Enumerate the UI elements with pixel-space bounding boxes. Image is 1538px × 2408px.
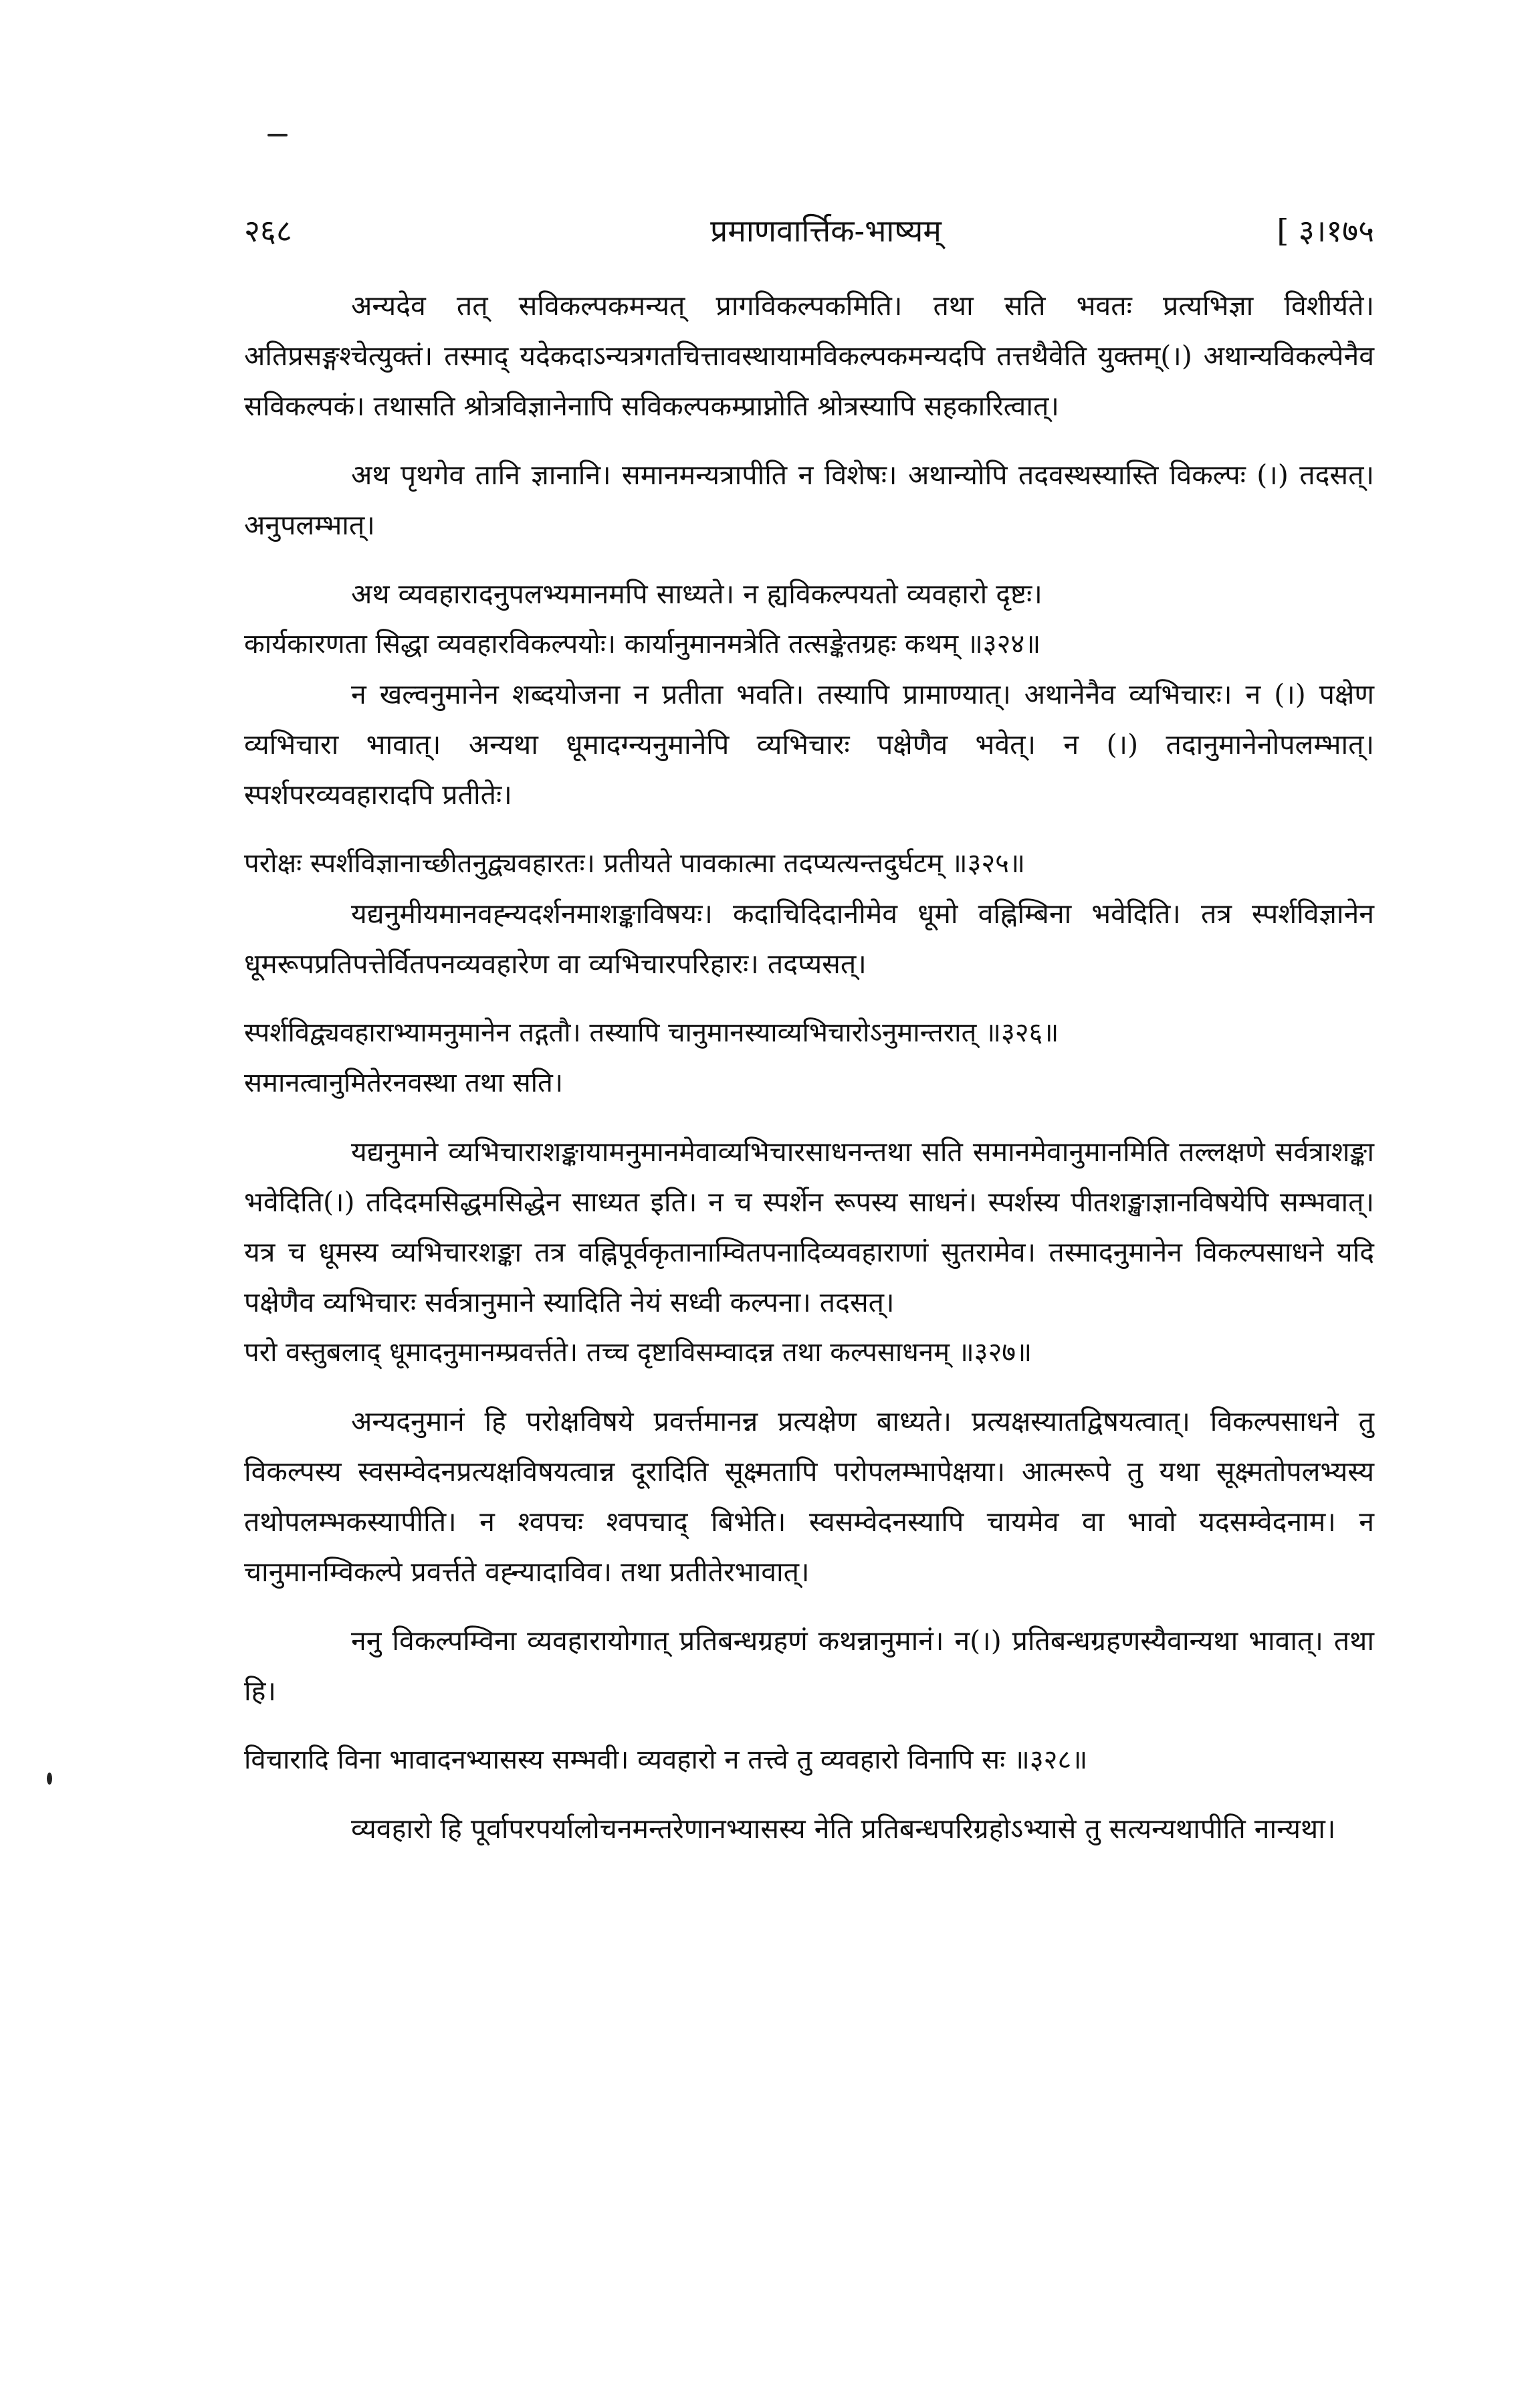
verse-324: कार्यकारणता सिद्धा व्यवहारविकल्पयोः। कार्यानुमानमत्रेति तत्सङ्केतग्रहः कथम् ॥३२४॥ [244, 629, 1041, 660]
commentary-paragraph: यद्यनुमाने व्यभिचाराशङ्कायामनुमानमेवाव्यभिचारसाधनन्तथा सति समानमेवानुमानमिति तल्लक्षणे सर्वत्राशङ्का भवेदिति(।) तदिदमसिद्धमसिद्धेन साध्यत इति। न च स्पर्शेन रूपस्य साधनं। स्पर्शस्य पीतशङ्खाज्ञानविषयेपि सम्भवात्। यत्र च धूमस्य व्यभिचारशङ्का तत्र वह्निपूर्वकृतानाम्वितपनादिव्यवहाराणां सुतरामेव। तस्मादनुमानेन विकल्पसाधने यदि पक्षेणैव व्यभिचारः सर्वत्रानुमाने स्यादिति नेयं सध्वी कल्पना। तदसत्। [244, 1136, 1374, 1318]
commentary-paragraph: अन्यदेव तत् सविकल्पकमन्यत् प्रागविकल्पकमिति। तथा सति भवतः प्रत्यभिज्ञा विशीर्यते। अतिप्रसङ्गश्चेत्युक्तं। तस्माद् यदेकदाऽन्यत्रगतचित्तावस्थायामविकल्पकमन्यदपि तत्तथैवेति युक्तम्(।) अथान्यविकल्पेनैव सविकल्पकं। तथासति श्रोत्रविज्ञानेनापि सविकल्पकम्प्राप्नोति श्रोत्रस्यापि सहकारित्वात्। [244, 290, 1374, 422]
section-reference: [ ३।१७५ [1277, 213, 1374, 249]
commentary-paragraph: यद्यनुमीयमानवह्न्यदर्शनमाशङ्काविषयः। कदाचिदिदानीमेव धूमो वह्निम्बिना भवेदिति। तत्र स्पर्शविज्ञानेन धूमरूपप्रतिपत्तेर्वितपनव्यवहारेण वा व्यभिचारपरिहारः। तदप्यसत्। [244, 898, 1374, 980]
verse-328: विचारादि विना भावादनभ्यासस्य सम्भवी। व्यवहारो न तत्त्वे तु व्यवहारो विनापि सः ॥३२८॥ [244, 1744, 1088, 1775]
commentary-paragraph: अन्यदनुमानं हि परोक्षविषये प्रवर्त्तमानन्न प्रत्यक्षेण बाध्यते। प्रत्यक्षस्यातद्विषयत्वात्। विकल्पसाधने तु विकल्पस्य स्वसम्वेदनप्रत्यक्षविषयत्वान्न दूरादिति सूक्ष्मतापि परोपलम्भापेक्षया। आत्मरूपे तु यथा सूक्ष्मतोपलभ्यस्य तथोपलम्भकस्यापीति। न श्वपचः श्वपचाद् बिभेति। स्वसम्वेदनस्यापि चायमेव वा भावो यदसम्वेदनाम। न चानुमानम्विकल्पे प्रवर्त्तते वह्न्यादाविव। तथा प्रतीतेरभावात्। [244, 1405, 1374, 1588]
page-body [244, 281, 1374, 1854]
commentary-paragraph: न खल्वनुमानेन शब्दयोजना न प्रतीता भवति। तस्यापि प्रामाण्यात्। अथानेनैव व्यभिचारः। न (।) पक्षेण व्यभिचारा भावात्। अन्यथा धूमादग्न्यनुमानेपि व्यभिचारः पक्षेणैव भवेत्। न (।) तदानुमानेनोपलम्भात्। स्पर्शपरव्यवहारादपि प्रतीतेः। [244, 678, 1374, 811]
verse-326: स्पर्शविद्व्यवहाराभ्यामनुमानेन तद्गतौ। तस्यापि चानुमानस्याव्यभिचारोऽनुमान्तरात् ॥३२६॥ [244, 1017, 1059, 1048]
running-title: प्रमाणवार्त्तिक-भाष्यम् [710, 213, 942, 249]
verse-327: परो वस्तुबलाद् धूमादनुमानम्प्रवर्त्तते। तच्च दृष्टाविसम्वादन्न तथा कल्पसाधनम् ॥३२७॥ [244, 1337, 1032, 1368]
page-header [244, 204, 1374, 258]
page-number: २६८ [244, 213, 292, 249]
ink-speck [267, 134, 288, 136]
commentary-paragraph: ननु विकल्पम्विना व्यवहारायोगात् प्रतिबन्धग्रहणं कथन्नानुमानं। न(।) प्रतिबन्धग्रहणस्यैवान्यथा भावात्। तथा हि। [244, 1625, 1374, 1707]
commentary-paragraph: अथ व्यवहारादनुपलभ्यमानमपि साध्यते। न ह्यविकल्पयतो व्यवहारो दृष्टः। [351, 578, 1042, 610]
commentary-paragraph: व्यवहारो हि पूर्वापरपर्यालोचनमन्तरेणानभ्यासस्य नेति प्रतिबन्धपरिग्रहोऽभ्यासे तु सत्यन्यथापीति नान्यथा। [351, 1813, 1336, 1845]
verse-325: परोक्षः स्पर्शविज्ञानाच्छीतनुद्व्यवहारतः। प्रतीयते पावकात्मा तदप्यत्यन्तदुर्घटम् ॥३२५॥ [244, 848, 1025, 879]
commentary-paragraph: अथ पृथगेव तानि ज्ञानानि। समानमन्यत्रापीति न विशेषः। अथान्योपि तदवस्थस्यास्ति विकल्पः (।) तदसत्। अनुपलम्भात्। [244, 459, 1374, 541]
ink-speck [47, 1773, 52, 1785]
verse-326-continuation: समानत्वानुमितेरनवस्था तथा सति। [244, 1068, 563, 1098]
